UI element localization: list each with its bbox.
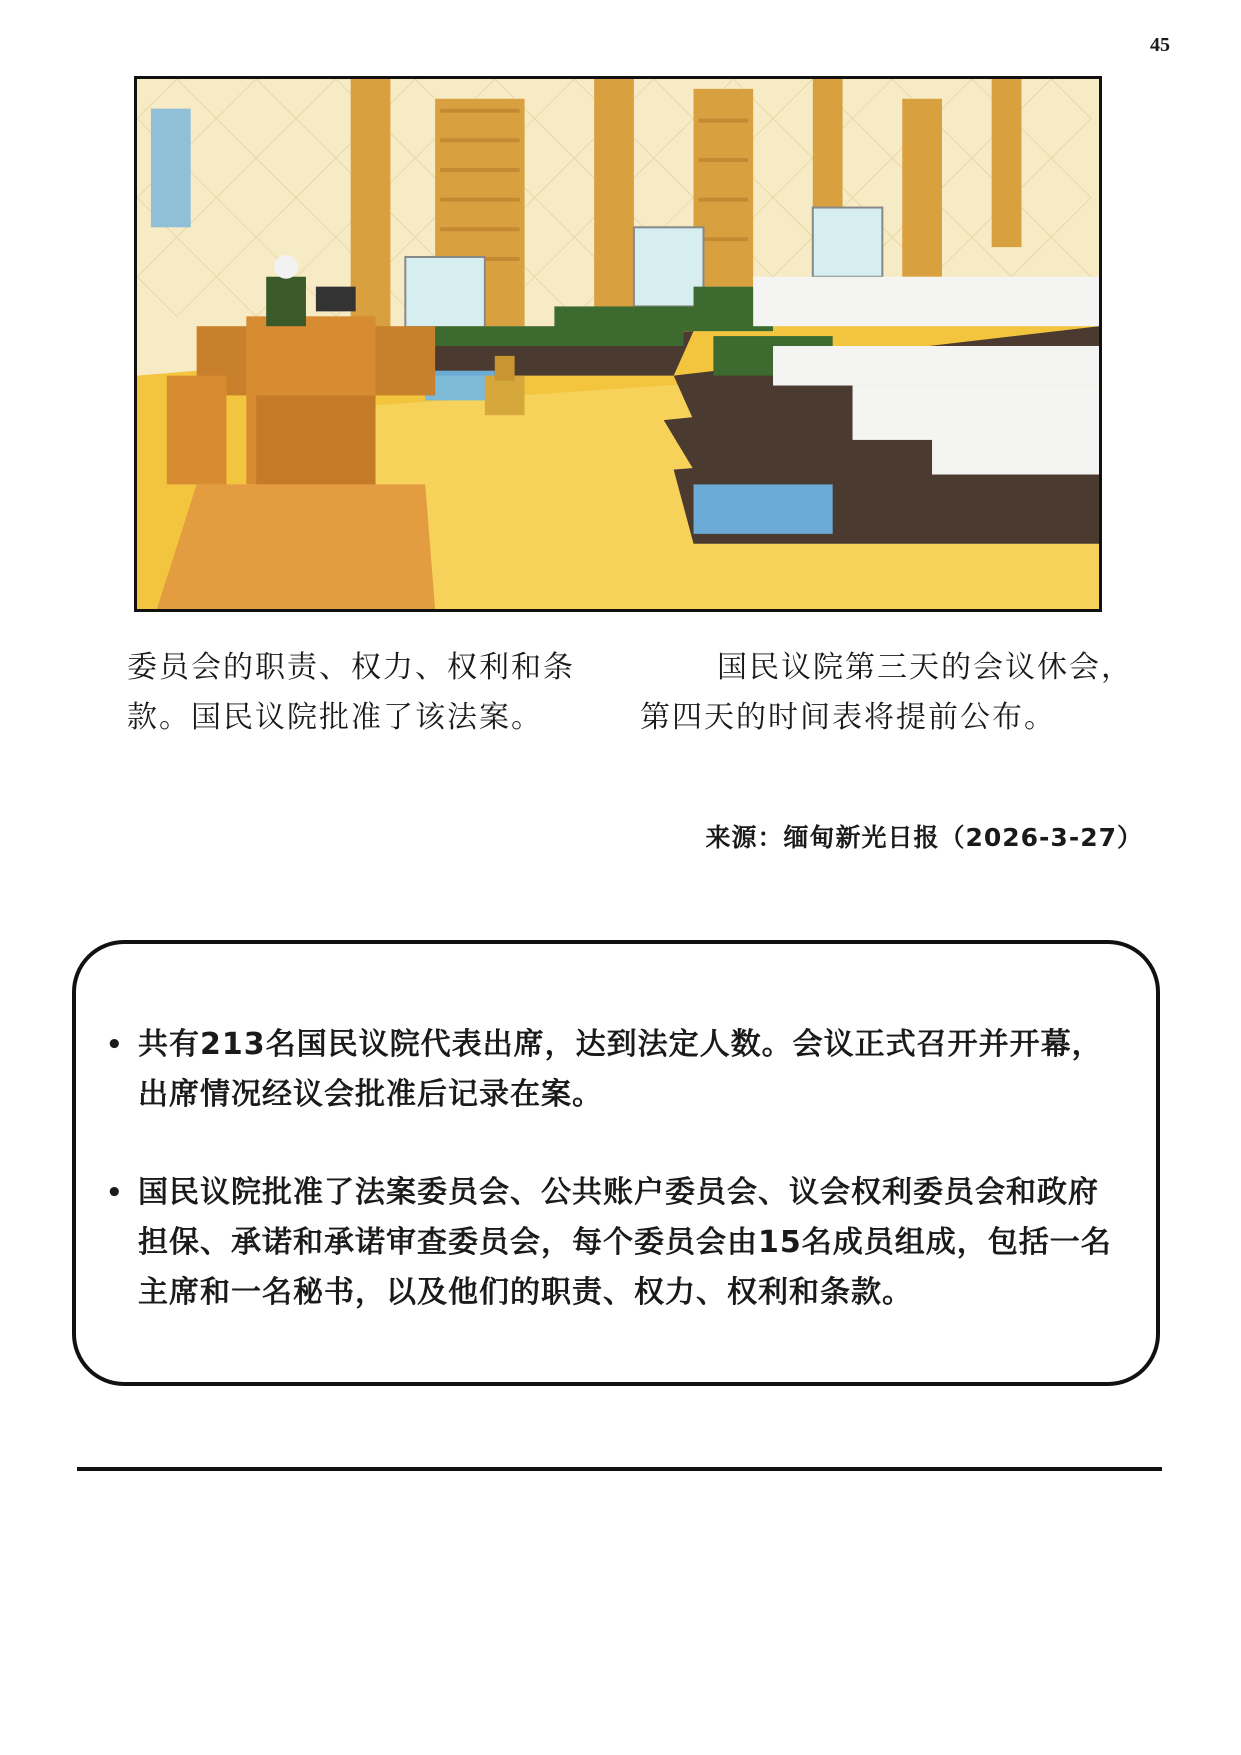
parliament-chamber-photo	[134, 76, 1102, 612]
parliament-chamber-illustration	[137, 79, 1099, 609]
article-left-column	[127, 643, 647, 743]
article-right-line-1: 国民议院第三天的会议休会，	[717, 650, 1133, 685]
article-right-line-2: 第四天的时间表将提前公布。	[640, 700, 1056, 735]
summary-bullet	[106, 1168, 1126, 1318]
article-left-line-2: 款。国民议院批准了该法案。	[127, 700, 543, 735]
summary-bullet-text: 共有213名国民议院代表出席，达到法定人数。会议正式召开并开幕，出席情况经议会批准后记录在案。	[138, 1027, 1103, 1112]
bullet-dot-icon: •	[106, 1030, 124, 1060]
article-right-column	[640, 643, 1160, 743]
article-left-line-1: 委员会的职责、权力、权利和条	[127, 650, 575, 685]
summary-bullet-text: 国民议院批准了法案委员会、公共账户委员会、议会权利委员会和政府担保、承诺和承诺审查委员会，每个委员会由15名成员组成，包括一名主席和一名秘书，以及他们的职责、权力、权利和条款。	[138, 1175, 1112, 1310]
summary-box	[72, 940, 1160, 1386]
summary-bullet	[106, 1020, 1126, 1120]
page-number: 45	[1150, 34, 1170, 56]
horizontal-divider	[77, 1467, 1162, 1471]
article-source: 来源：缅甸新光日报（2026-3-27）	[705, 823, 1143, 852]
bullet-dot-icon: •	[106, 1178, 124, 1208]
